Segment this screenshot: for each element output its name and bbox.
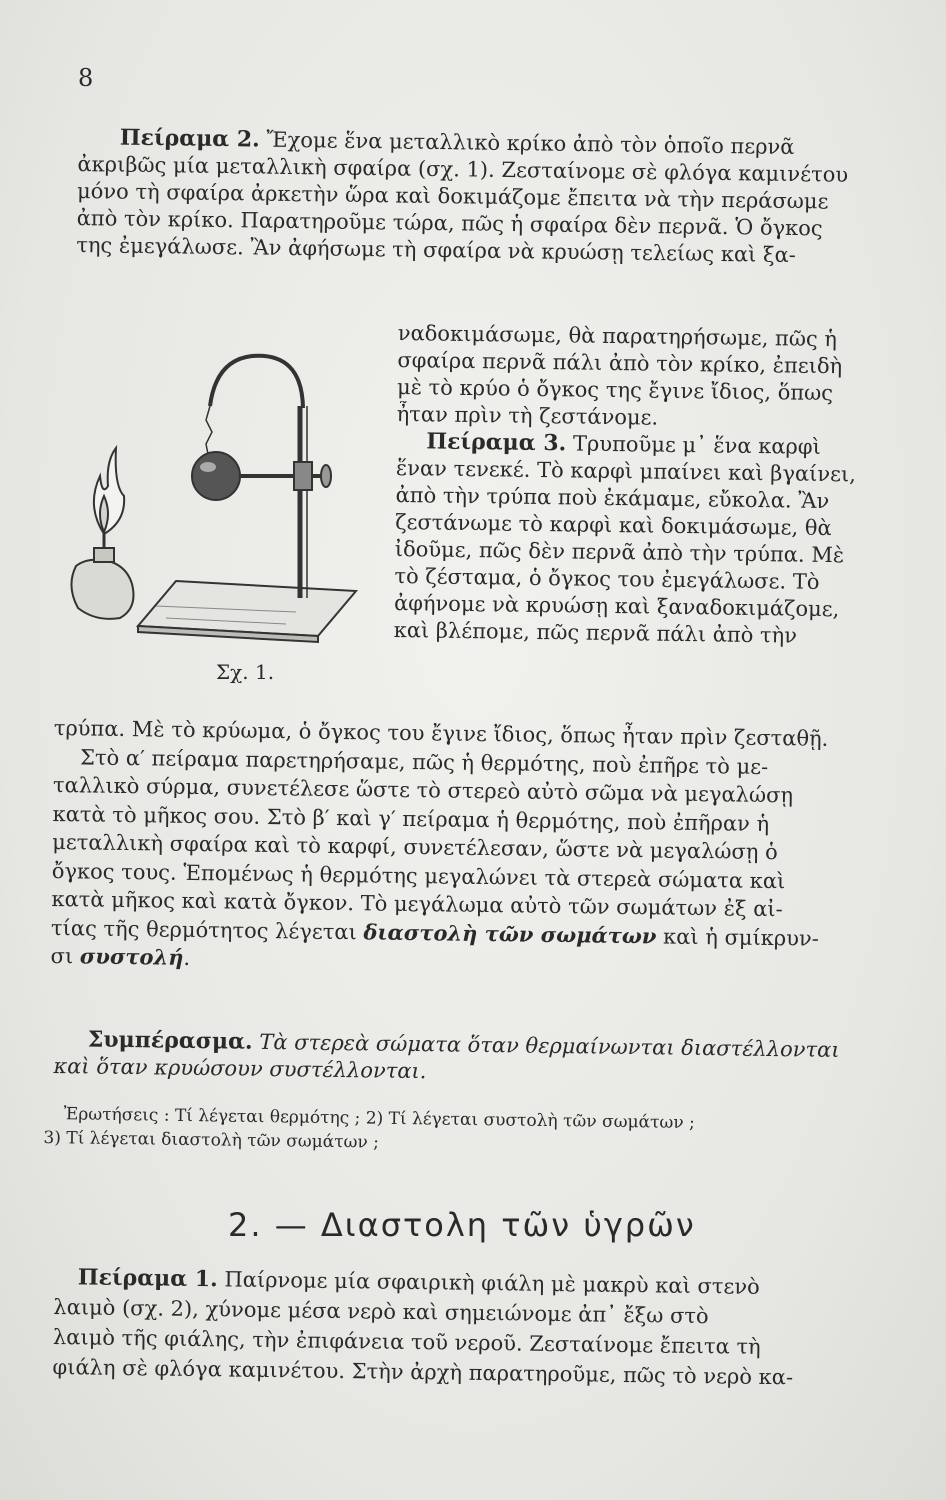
text-line: κατὰ μῆκος καὶ κατὰ ὄγκον. Τὸ μεγάλωμα αὐτὸ τῶν σωμάτων ἐξ αἰ- bbox=[51, 886, 783, 922]
text-line: Ἐρωτήσεις : Τί λέγεται θερμότης ; 2) Τί λέγεται συστολὴ τῶν σωμάτων ; bbox=[63, 1104, 695, 1134]
figure-ring-and-ball-apparatus bbox=[56, 336, 386, 676]
text-line: λαιμὸ τῆς φιάλης, τὴν ἐπιφάνεια τοῦ νεροῦ. Ζεσταίνομε ἔπειτα τὴ bbox=[52, 1324, 761, 1359]
experiment-2-paragraph bbox=[76, 124, 908, 271]
text-line: ἀπὸ τὸν κρίκο. Παρατηροῦμε τώρα, πῶς ἡ σφαίρα δὲν περνᾶ. Ὁ ὄγκος bbox=[76, 205, 823, 241]
text-line: 3) Τί λέγεται διαστολὴ τῶν σωμάτων ; bbox=[43, 1127, 380, 1153]
text-line: ἀκριβῶς μία μεταλλικὴ σφαίρα (σχ. 1). Ζεσταίνομε σὲ φλόγα καμινέτου bbox=[77, 151, 849, 187]
text-line: ἕναν τενεκέ. Τὸ καρφὶ μπαίνει καὶ βγαίνει, bbox=[395, 455, 857, 487]
text-line: τρύπα. Μὲ τὸ κρύωμα, ὁ ὄγκος του ἔγινε ἴδιος, ὅπως ἦταν πρὶν ζεσταθῇ. bbox=[53, 715, 829, 751]
line-text: Τρυποῦμε μ᾽ ἕνα καρφὶ bbox=[566, 431, 821, 459]
conclusion-heading: Συμπέρασμα. bbox=[87, 1026, 253, 1055]
text-line: τὸ ζέσταμα, ὁ ὄγκος του ἐμεγάλωσε. Τὸ bbox=[394, 563, 820, 594]
flame bbox=[94, 448, 124, 534]
line-text: Παίρνομε μία σφαιρικὴ φιάλη μὲ μακρὺ καὶ στενὸ bbox=[217, 1267, 760, 1299]
text-line: καὶ ὅταν κρυώσουν συστέλλονται. bbox=[53, 1053, 427, 1084]
line-text: Τὰ στερεὰ σώματα ὅταν θερμαίνωνται διαστέλλονται bbox=[252, 1029, 840, 1062]
line-text: σι bbox=[50, 943, 81, 969]
metal-ball bbox=[192, 452, 240, 500]
text-line: μόνο τὴ σφαίρα ἀρκετὴν ὥρα καὶ δοκιμάζομε ἔπειτα νὰ τὴν περάσωμε bbox=[76, 178, 829, 214]
text-line: σφαίρα περνᾶ πάλι ἀπὸ τὸν κρίκο, ἐπειδὴ bbox=[397, 347, 843, 379]
text-line: Στὸ α′ πείραμα παρετηρήσαμε, πῶς ἡ θερμότης, ποὺ ἐπῆρε τὸ με- bbox=[53, 744, 769, 779]
experiment-heading: Πείραμα 1. bbox=[77, 1264, 218, 1293]
questions bbox=[43, 1102, 904, 1162]
term-expansion: διαστολὴ τῶν σωμάτων bbox=[363, 918, 657, 948]
line-text: τίας τῆς θερμότητος λέγεται bbox=[50, 915, 364, 944]
text-line: ζεστάνωμε τὸ καρφὶ καὶ δοκιμάσωμε, θὰ bbox=[395, 509, 832, 541]
text-line: μεταλλικὴ σφαίρα καὶ τὸ καρφί, συνετέλεσαν, ὥστε νὰ μεγαλώσῃ ὁ bbox=[52, 829, 778, 865]
chain bbox=[206, 406, 212, 454]
term-contraction: συστολή bbox=[79, 943, 184, 970]
figure-caption: Σχ. 1. bbox=[216, 660, 275, 684]
page-number: 8 bbox=[78, 64, 94, 92]
text-line: κατὰ τὸ μῆκος σου. Στὸ β′ καὶ γ′ πείραμα ἡ θερμότης, ποὺ ἐπῆραν ἡ bbox=[52, 801, 770, 836]
line-text: Ἔχομε ἕνα μεταλλικὸ κρίκο ἀπὸ τὸν ὁποῖο περνᾶ bbox=[259, 127, 795, 160]
conclusion-paragraph bbox=[53, 1026, 914, 1092]
right-column-text bbox=[393, 320, 907, 651]
text-line: καὶ βλέπομε, πῶς περνᾶ πάλι ἀπὸ τὴν bbox=[393, 617, 798, 648]
text-line: μὲ τὸ κρύο ὁ ὄγκος της ἔγινε ἴδιος, ὅπως bbox=[396, 374, 834, 406]
explanation-paragraph bbox=[50, 714, 913, 982]
liquid-experiment-paragraph bbox=[52, 1262, 914, 1394]
text-line: φιάλη σὲ φλόγα καμινέτου. Στὴν ἀρχὴ παρατηροῦμε, πῶς τὸ νερὸ κα- bbox=[52, 1354, 794, 1390]
hook-arch bbox=[210, 356, 303, 408]
text-line: ὄγκος τους. Ἑπομένως ἡ θερμότης μεγαλώνει τὰ στερεὰ σώματα καὶ bbox=[51, 858, 786, 893]
text-line: ἦταν πρὶν τὴ ζεστάνομε. bbox=[396, 401, 659, 430]
text-line: της ἐμεγάλωσε. Ἂν ἀφήσωμε τὴ σφαίρα νὰ κρυώσῃ τελείως καὶ ξα- bbox=[76, 232, 797, 268]
experiment-heading: Πείραμα 3. bbox=[426, 428, 567, 457]
text-line: ταλλικὸ σύρμα, συνετέλεσε ὥστε τὸ στερεὸ αὐτὸ σῶμα νὰ μεγαλώσῃ bbox=[52, 772, 794, 808]
line-text: καὶ ἡ σμίκρυν- bbox=[656, 923, 820, 951]
experiment-heading: Πείραμα 2. bbox=[119, 124, 260, 153]
line-text: . bbox=[183, 945, 191, 970]
spirit-lamp bbox=[71, 560, 133, 619]
text-line: ἰδοῦμε, πῶς δὲν περνᾶ ἀπὸ τὴν τρύπα. Μὲ bbox=[394, 536, 845, 568]
section-title: 2. — Διαστολη τῶν ὑγρῶν bbox=[228, 1206, 696, 1244]
text-line: ναδοκιμάσωμε, θὰ παρατηρήσωμε, πῶς ἡ bbox=[397, 320, 838, 352]
text-line: λαιμὸ (σχ. 2), χύνομε μέσα νερὸ καὶ σημειώνομε ἀπ᾽ ἔξω στὸ bbox=[53, 1294, 709, 1329]
text-line: ἀφήνομε νὰ κρυώσῃ καὶ ξαναδοκιμάζομε, bbox=[393, 590, 840, 622]
text-line: ἀπὸ τὴν τρύπα ποὺ ἐκάμαμε, εὔκολα. Ἂν bbox=[395, 482, 830, 514]
